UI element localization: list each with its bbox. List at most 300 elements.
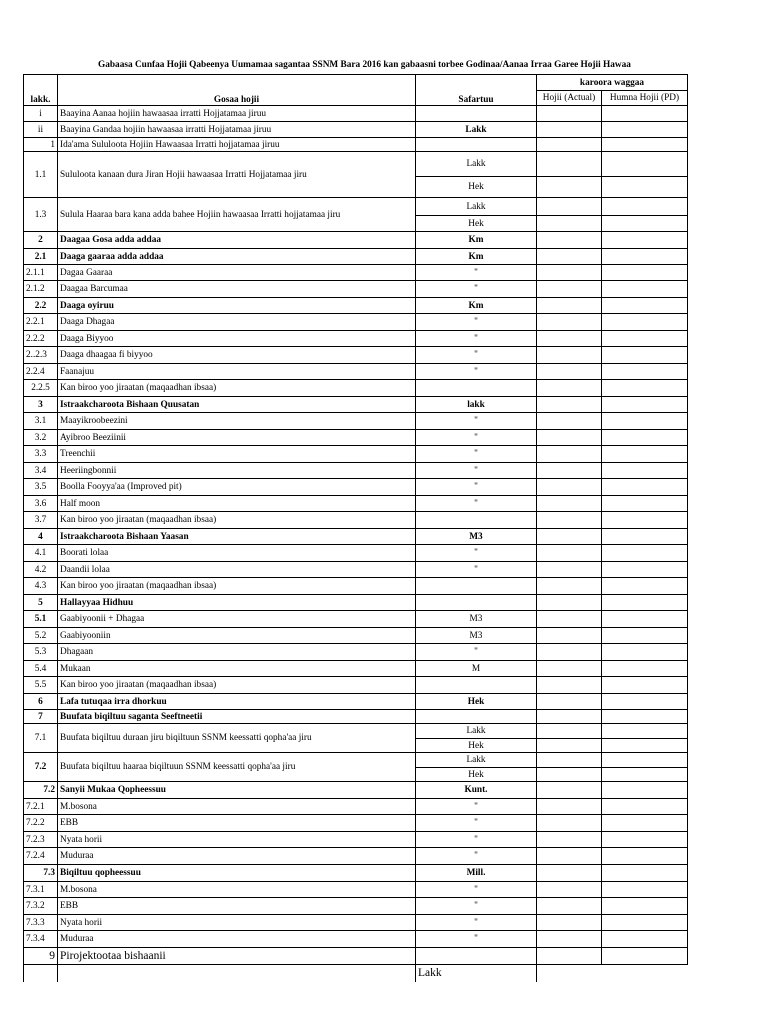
row-unit: " <box>416 545 537 562</box>
table-row <box>24 138 693 152</box>
pd-cell[interactable] <box>602 152 688 177</box>
pd-cell[interactable] <box>602 815 688 832</box>
table-row <box>24 512 693 529</box>
row-unit: " <box>416 644 537 661</box>
pd-cell[interactable] <box>602 595 688 611</box>
row-no: 2.2.4 <box>24 364 58 380</box>
pd-cell[interactable] <box>602 413 688 430</box>
actual-cell[interactable] <box>537 265 602 281</box>
row-activity: Buufata biqiltuu haaraa biqiltuun SSNM keessatti qopha'aa jiru <box>58 753 416 782</box>
table-row <box>24 724 693 739</box>
row-no: 7.2.1 <box>24 799 58 815</box>
row-activity: EBB <box>58 815 416 832</box>
row-unit <box>416 595 537 611</box>
actual-cell[interactable] <box>537 694 602 710</box>
actual-cell[interactable] <box>537 397 602 413</box>
pd-cell[interactable] <box>602 232 688 249</box>
row-no: 2 <box>24 232 58 249</box>
row-no: 7.2.3 <box>24 832 58 848</box>
actual-cell[interactable] <box>537 380 602 397</box>
pd-cell[interactable] <box>602 545 688 562</box>
actual-cell[interactable] <box>537 496 602 512</box>
table-row <box>24 265 693 281</box>
row-no: 2.1.1 <box>24 265 58 281</box>
actual-cell[interactable] <box>537 152 602 177</box>
pd-cell[interactable] <box>602 799 688 815</box>
table-row <box>24 815 693 832</box>
row-unit: " <box>416 562 537 578</box>
pd-cell[interactable] <box>602 724 688 739</box>
row-unit <box>416 106 537 122</box>
actual-cell[interactable] <box>537 915 602 931</box>
row-no: 2..2.3 <box>24 347 58 364</box>
pd-cell[interactable] <box>602 898 688 915</box>
row-activity: Faanajuu <box>58 364 416 380</box>
pd-cell[interactable] <box>602 347 688 364</box>
table-row <box>24 106 693 122</box>
table-row <box>24 198 693 216</box>
pd-cell[interactable] <box>602 496 688 512</box>
pd-cell[interactable] <box>602 578 688 595</box>
pd-cell[interactable] <box>602 529 688 545</box>
actual-cell[interactable] <box>537 347 602 364</box>
table-row <box>24 832 693 848</box>
pd-cell[interactable] <box>602 644 688 661</box>
actual-cell[interactable] <box>537 677 602 694</box>
row-no: 7 <box>24 710 58 724</box>
pd-cell[interactable] <box>602 380 688 397</box>
pd-cell[interactable] <box>602 106 688 122</box>
actual-cell[interactable] <box>537 595 602 611</box>
row-no: 4.1 <box>24 545 58 562</box>
row-activity: Muduraa <box>58 848 416 865</box>
row-unit: Lakk <box>416 152 537 177</box>
pd-cell[interactable] <box>602 512 688 529</box>
actual-cell[interactable] <box>537 479 602 496</box>
row-no: 4.2 <box>24 562 58 578</box>
table-row <box>24 782 693 799</box>
table-row <box>24 882 693 898</box>
actual-cell[interactable] <box>537 314 602 331</box>
row-activity: Daandii lolaa <box>58 562 416 578</box>
row-activity: M.bosona <box>58 882 416 898</box>
row-activity: Kan biroo yoo jiraatan (maqaadhan ibsaa) <box>58 512 416 529</box>
header-activity: Gosaa hojii <box>58 75 416 106</box>
row-unit: " <box>416 413 537 430</box>
table-row <box>24 661 693 677</box>
pd-cell[interactable] <box>602 298 688 314</box>
row-activity: Gaabiyooniin <box>58 628 416 644</box>
row-activity: Half moon <box>58 496 416 512</box>
row-no: 7.2 <box>24 753 58 782</box>
pd-cell[interactable] <box>602 446 688 463</box>
actual-cell[interactable] <box>537 898 602 915</box>
row-unit: " <box>416 347 537 364</box>
pd-cell[interactable] <box>602 865 688 882</box>
row-unit: " <box>416 931 537 948</box>
pd-cell[interactable] <box>602 331 688 347</box>
row-activity: Nyata horii <box>58 832 416 848</box>
table-row <box>24 948 693 965</box>
table-row <box>24 529 693 545</box>
row-activity: Nyata horii <box>58 915 416 931</box>
row-unit: " <box>416 265 537 281</box>
actual-cell[interactable] <box>537 122 602 138</box>
table-row <box>24 898 693 915</box>
pd-cell[interactable] <box>602 915 688 931</box>
row-no: 3.7 <box>24 512 58 529</box>
actual-cell[interactable] <box>537 529 602 545</box>
table-row <box>24 463 693 479</box>
table-row <box>24 397 693 413</box>
header-actual: Hojii (Actual) <box>537 91 602 106</box>
pd-cell[interactable] <box>602 479 688 496</box>
row-no: 7.3.3 <box>24 915 58 931</box>
table-row <box>24 122 693 138</box>
actual-cell[interactable] <box>537 710 602 724</box>
row-no: 7.2.4 <box>24 848 58 865</box>
row-no: 7.2 <box>24 782 58 799</box>
row-unit: " <box>416 882 537 898</box>
row-unit <box>416 380 537 397</box>
row-activity: Istraakcharoota Bishaan Yaasan <box>58 529 416 545</box>
actual-cell[interactable] <box>537 948 602 965</box>
actual-cell[interactable] <box>537 232 602 249</box>
row-unit: lakk <box>416 397 537 413</box>
actual-cell[interactable] <box>537 739 602 753</box>
actual-cell[interactable] <box>537 430 602 446</box>
actual-cell[interactable] <box>537 848 602 865</box>
row-no: 3 <box>24 397 58 413</box>
pd-cell[interactable] <box>602 198 688 216</box>
row-unit: Hek <box>416 216 537 232</box>
row-no: 4.3 <box>24 578 58 595</box>
row-no: 7.2.2 <box>24 815 58 832</box>
row-unit: " <box>416 799 537 815</box>
report-table <box>23 74 692 982</box>
pd-cell[interactable] <box>602 138 688 152</box>
header-pd: Humna Hojii (PD) <box>602 91 688 106</box>
row-no: 3.3 <box>24 446 58 463</box>
row-unit: Hek <box>416 768 537 782</box>
pd-cell[interactable] <box>602 677 688 694</box>
pd-cell[interactable] <box>602 463 688 479</box>
row-activity: Treenchii <box>58 446 416 463</box>
row-activity: Dagaa Gaaraa <box>58 265 416 281</box>
table-row <box>24 710 693 724</box>
pd-cell[interactable] <box>602 832 688 848</box>
actual-cell[interactable] <box>537 177 602 198</box>
row-unit: " <box>416 331 537 347</box>
row-unit: Hek <box>416 694 537 710</box>
table-row <box>24 965 693 982</box>
row-no: 5.2 <box>24 628 58 644</box>
table-row <box>24 496 693 512</box>
pd-cell[interactable] <box>602 782 688 799</box>
row-no: 3.4 <box>24 463 58 479</box>
row-unit: Km <box>416 232 537 249</box>
table-row <box>24 694 693 710</box>
pd-cell[interactable] <box>602 249 688 265</box>
table-row <box>24 611 693 628</box>
header-plan-group: karoora waggaa <box>537 75 688 91</box>
actual-cell[interactable] <box>537 198 602 216</box>
row-activity: Heeriingbonnii <box>58 463 416 479</box>
row-activity: Buufata biqiltuu saganta Seeftneetii <box>58 710 416 724</box>
table-row <box>24 281 693 298</box>
pd-cell[interactable] <box>602 753 688 768</box>
row-unit: " <box>416 815 537 832</box>
row-activity: Ayibroo Beeziinii <box>58 430 416 446</box>
actual-cell[interactable] <box>537 931 602 948</box>
actual-cell[interactable] <box>537 364 602 380</box>
actual-cell[interactable] <box>537 562 602 578</box>
row-unit: " <box>416 832 537 848</box>
actual-cell[interactable] <box>537 578 602 595</box>
row-activity: Boolla Fooyya'aa (Improved pit) <box>58 479 416 496</box>
row-activity: Boorati lolaa <box>58 545 416 562</box>
row-unit <box>416 677 537 694</box>
table-row <box>24 152 693 177</box>
actual-cell[interactable] <box>537 281 602 298</box>
row-activity: Baayina Gandaa hojiin hawaasaa irratti Hojjatamaa jiruu <box>58 122 416 138</box>
pd-cell[interactable] <box>602 216 688 232</box>
table-row <box>24 364 693 380</box>
row-unit <box>416 710 537 724</box>
row-unit: M <box>416 661 537 677</box>
actual-cell[interactable] <box>537 446 602 463</box>
row-no: i <box>24 106 58 122</box>
pd-cell[interactable] <box>602 281 688 298</box>
table-row <box>24 753 693 768</box>
row-no: 9 <box>24 948 58 965</box>
table-row <box>24 562 693 578</box>
pd-cell[interactable] <box>602 364 688 380</box>
actual-cell[interactable] <box>537 644 602 661</box>
table-row <box>24 578 693 595</box>
row-no: 4 <box>24 529 58 545</box>
row-activity: Kan biroo yoo jiraatan (maqaadhan ibsaa) <box>58 578 416 595</box>
table-row <box>24 595 693 611</box>
pd-cell[interactable] <box>602 265 688 281</box>
table-row <box>24 915 693 931</box>
actual-cell[interactable] <box>537 865 602 882</box>
row-unit: " <box>416 915 537 931</box>
row-activity: Kan biroo yoo jiraatan (maqaadhan ibsaa) <box>58 380 416 397</box>
row-unit: M3 <box>416 611 537 628</box>
row-unit <box>416 512 537 529</box>
row-unit: Mill. <box>416 865 537 882</box>
actual-cell[interactable] <box>537 724 602 739</box>
actual-cell[interactable] <box>537 661 602 677</box>
row-no: 2.2.2 <box>24 331 58 347</box>
row-no: 2.1.2 <box>24 281 58 298</box>
actual-cell[interactable] <box>537 753 602 768</box>
actual-cell[interactable] <box>537 832 602 848</box>
row-activity: Sanyii Mukaa Qopheessuu <box>58 782 416 799</box>
table-row <box>24 799 693 815</box>
row-no: 2.2 <box>24 298 58 314</box>
actual-cell[interactable] <box>537 413 602 430</box>
row-no: 3.2 <box>24 430 58 446</box>
row-activity: Baayina Aanaa hojiin hawaasaa irratti Hojjatamaa jiruu <box>58 106 416 122</box>
actual-cell[interactable] <box>537 249 602 265</box>
table-row <box>24 848 693 865</box>
table-row <box>24 865 693 882</box>
row-no: 5.1 <box>24 611 58 628</box>
row-activity: Maayikroobeezini <box>58 413 416 430</box>
table-row <box>24 298 693 314</box>
pd-cell[interactable] <box>602 739 688 753</box>
actual-cell[interactable] <box>537 545 602 562</box>
table-row <box>24 479 693 496</box>
row-activity: Buufata biqiltuu duraan jiru biqiltuun SSNM keessatti qopha'aa jiru <box>58 724 416 753</box>
row-unit: Lakk <box>416 965 537 982</box>
pd-cell[interactable] <box>602 177 688 198</box>
header-unit: Safartuu <box>416 75 537 106</box>
row-activity: Daagaa Gosa adda addaa <box>58 232 416 249</box>
row-activity: Daaga gaaraa adda addaa <box>58 249 416 265</box>
row-unit: " <box>416 430 537 446</box>
actual-cell[interactable] <box>537 815 602 832</box>
pd-cell[interactable] <box>602 882 688 898</box>
row-no: 1.1 <box>24 152 58 198</box>
row-unit: Km <box>416 298 537 314</box>
table-row <box>24 413 693 430</box>
row-no: ii <box>24 122 58 138</box>
row-unit: " <box>416 496 537 512</box>
actual-cell[interactable] <box>537 106 602 122</box>
actual-cell[interactable] <box>537 768 602 782</box>
row-activity: Gaabiyoonii + Dhagaa <box>58 611 416 628</box>
row-activity: Daagaa Barcumaa <box>58 281 416 298</box>
row-activity: Dhagaan <box>58 644 416 661</box>
actual-cell[interactable] <box>537 298 602 314</box>
row-unit <box>416 138 537 152</box>
row-no: 3.5 <box>24 479 58 496</box>
row-no: 3.6 <box>24 496 58 512</box>
row-activity: Mukaan <box>58 661 416 677</box>
table-row <box>24 677 693 694</box>
pd-cell[interactable] <box>602 430 688 446</box>
row-activity: Sulula Haaraa bara kana adda bahee Hojiin hawaasaa Irratti hojjatamaa jiru <box>58 198 416 232</box>
row-unit: " <box>416 479 537 496</box>
table-row <box>24 347 693 364</box>
pd-cell[interactable] <box>602 948 688 965</box>
actual-cell[interactable] <box>537 782 602 799</box>
header-no: lakk. <box>24 75 58 106</box>
row-activity: Daaga oyiruu <box>58 298 416 314</box>
row-activity: EBB <box>58 898 416 915</box>
row-unit: Lakk <box>416 753 537 768</box>
row-no: 2.1 <box>24 249 58 265</box>
pd-cell[interactable] <box>602 848 688 865</box>
row-activity: Daaga Dhagaa <box>58 314 416 331</box>
row-no: 5.5 <box>24 677 58 694</box>
actual-cell[interactable] <box>537 882 602 898</box>
pd-cell[interactable] <box>602 397 688 413</box>
actual-cell[interactable] <box>537 216 602 232</box>
row-unit: " <box>416 848 537 865</box>
row-unit: M3 <box>416 529 537 545</box>
row-no: 5.3 <box>24 644 58 661</box>
row-unit: M3 <box>416 628 537 644</box>
pd-cell[interactable] <box>602 314 688 331</box>
table-row <box>24 430 693 446</box>
row-unit: Hek <box>416 739 537 753</box>
table-row <box>24 249 693 265</box>
actual-cell[interactable] <box>537 512 602 529</box>
row-activity: Ida'ama Sululoota Hojiin Hawaasaa Irratti hojjatamaa jiruu <box>58 138 416 152</box>
row-no: 3.1 <box>24 413 58 430</box>
row-unit: " <box>416 364 537 380</box>
row-no: 7.3.4 <box>24 931 58 948</box>
row-unit: " <box>416 281 537 298</box>
table-row <box>24 545 693 562</box>
row-unit: " <box>416 898 537 915</box>
row-no: 7.3.1 <box>24 882 58 898</box>
row-unit: Lakk <box>416 724 537 739</box>
actual-cell[interactable] <box>537 138 602 152</box>
row-activity: Muduraa <box>58 931 416 948</box>
actual-cell[interactable] <box>537 331 602 347</box>
pd-cell[interactable] <box>602 710 688 724</box>
row-unit: Hek <box>416 177 537 198</box>
pd-cell[interactable] <box>602 562 688 578</box>
row-no: 5.4 <box>24 661 58 677</box>
pd-cell[interactable] <box>602 661 688 677</box>
pd-cell[interactable] <box>602 768 688 782</box>
pd-cell[interactable] <box>602 694 688 710</box>
table-row <box>24 314 693 331</box>
table-row <box>24 232 693 249</box>
row-activity: Daaga dhaagaa fi biyyoo <box>58 347 416 364</box>
row-no: 5 <box>24 595 58 611</box>
pd-cell[interactable] <box>602 628 688 644</box>
row-activity: M.bosona <box>58 799 416 815</box>
row-activity: Kan biroo yoo jiraatan (maqaadhan ibsaa) <box>58 677 416 694</box>
row-unit: " <box>416 463 537 479</box>
row-no: 1 <box>24 138 58 152</box>
table-row <box>24 931 693 948</box>
row-no: 2.2.5 <box>24 380 58 397</box>
row-unit: Lakk <box>416 122 537 138</box>
row-activity: Biqiltuu qopheessuu <box>58 865 416 882</box>
actual-cell[interactable] <box>537 463 602 479</box>
row-activity: Hallayyaa Hidhuu <box>58 595 416 611</box>
actual-cell[interactable] <box>537 611 602 628</box>
actual-cell[interactable] <box>537 628 602 644</box>
pd-cell[interactable] <box>602 931 688 948</box>
pd-cell[interactable] <box>602 122 688 138</box>
row-unit: Lakk <box>416 198 537 216</box>
table-row <box>24 644 693 661</box>
row-activity: Istraakcharoota Bishaan Quusatan <box>58 397 416 413</box>
row-no: 7.1 <box>24 724 58 753</box>
row-activity: Lafa tutuqaa irra dhorkuu <box>58 694 416 710</box>
pd-cell[interactable] <box>602 611 688 628</box>
row-no: 2.2.1 <box>24 314 58 331</box>
row-no: 1.3 <box>24 198 58 232</box>
row-no: 6 <box>24 694 58 710</box>
table-row <box>24 331 693 347</box>
row-activity: Daaga Biyyoo <box>58 331 416 347</box>
row-unit: " <box>416 314 537 331</box>
row-unit: Km <box>416 249 537 265</box>
row-no: 7.3 <box>24 865 58 882</box>
row-unit <box>416 578 537 595</box>
actual-cell[interactable] <box>537 799 602 815</box>
